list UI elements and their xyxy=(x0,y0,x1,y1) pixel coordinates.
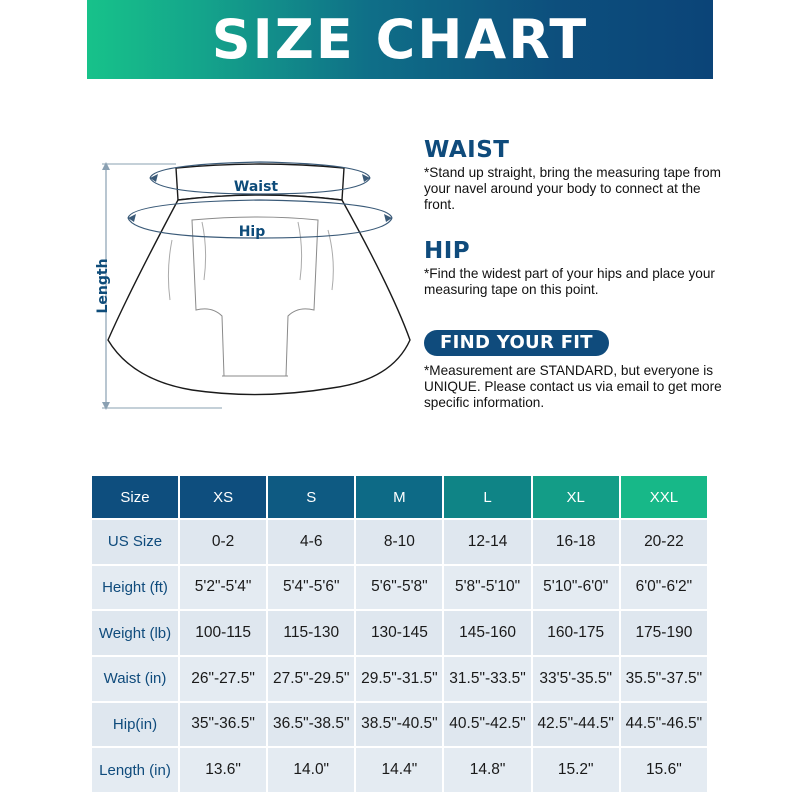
table-cell: 175-190 xyxy=(621,611,707,655)
row-label: Hip(in) xyxy=(92,703,178,747)
table-cell: 26"-27.5" xyxy=(180,657,266,701)
size-header-s: S xyxy=(268,476,354,518)
size-table xyxy=(90,474,709,794)
hip-heading: HIP xyxy=(424,238,471,264)
table-cell: 5'2"-5'4" xyxy=(180,566,266,610)
row-label: Weight (lb) xyxy=(92,611,178,655)
table-cell: 35.5"-37.5" xyxy=(621,657,707,701)
table-cell: 5'4"-5'6" xyxy=(268,566,354,610)
hip-guide xyxy=(424,238,724,298)
banner xyxy=(87,0,713,79)
size-header-xs: XS xyxy=(180,476,266,518)
row-label: US Size xyxy=(92,520,178,564)
table-cell: 13.6" xyxy=(180,748,266,792)
page-title: SIZE CHART xyxy=(211,8,589,71)
table-header-row xyxy=(92,476,707,518)
table-cell: 130-145 xyxy=(356,611,442,655)
table-cell: 42.5"-44.5" xyxy=(533,703,619,747)
row-label: Length (in) xyxy=(92,748,178,792)
waist-label: Waist xyxy=(233,179,279,195)
size-column-header: Size xyxy=(92,476,178,518)
size-header-m: M xyxy=(356,476,442,518)
fit-instructions: *Measurement are STANDARD, but everyone is UNIQUE. Please contact us via email to get more specific information. xyxy=(424,363,722,410)
table-cell: 4-6 xyxy=(268,520,354,564)
table-cell: 8-10 xyxy=(356,520,442,564)
table-cell: 16-18 xyxy=(533,520,619,564)
table-row xyxy=(92,611,707,655)
table-cell: 15.6" xyxy=(621,748,707,792)
table-row xyxy=(92,566,707,610)
table-row xyxy=(92,657,707,701)
table-cell: 100-115 xyxy=(180,611,266,655)
table-cell: 38.5"-40.5" xyxy=(356,703,442,747)
table-cell: 5'10"-6'0" xyxy=(533,566,619,610)
waist-instructions: *Stand up straight, bring the measuring tape from your navel around your body to connect at the front. xyxy=(424,165,721,212)
table-cell: 5'8"-5'10" xyxy=(444,566,530,610)
table-cell: 44.5"-46.5" xyxy=(621,703,707,747)
table-cell: 6'0"-6'2" xyxy=(621,566,707,610)
fit-guide xyxy=(424,330,724,411)
table-cell: 15.2" xyxy=(533,748,619,792)
hip-label: Hip xyxy=(238,224,266,240)
table-cell: 0-2 xyxy=(180,520,266,564)
table-cell: 35"-36.5" xyxy=(180,703,266,747)
skirt-diagram xyxy=(92,150,422,420)
table-cell: 160-175 xyxy=(533,611,619,655)
table-cell: 14.8" xyxy=(444,748,530,792)
waist-guide xyxy=(424,137,724,213)
table-cell: 14.4" xyxy=(356,748,442,792)
hip-instructions: *Find the widest part of your hips and place your measuring tape on this point. xyxy=(424,266,715,297)
table-cell: 145-160 xyxy=(444,611,530,655)
table-cell: 33'5'-35.5" xyxy=(533,657,619,701)
row-label: Height (ft) xyxy=(92,566,178,610)
row-label: Waist (in) xyxy=(92,657,178,701)
table-cell: 29.5"-31.5" xyxy=(356,657,442,701)
skirt-illustration xyxy=(92,150,422,420)
table-cell: 31.5"-33.5" xyxy=(444,657,530,701)
table-row xyxy=(92,520,707,564)
find-your-fit-badge: FIND YOUR FIT xyxy=(424,330,609,356)
table-cell: 20-22 xyxy=(621,520,707,564)
waist-heading: WAIST xyxy=(424,137,510,163)
size-header-l: L xyxy=(444,476,530,518)
table-cell: 36.5"-38.5" xyxy=(268,703,354,747)
table-row xyxy=(92,703,707,747)
table-cell: 115-130 xyxy=(268,611,354,655)
size-header-xl: XL xyxy=(533,476,619,518)
table-cell: 14.0" xyxy=(268,748,354,792)
length-label: Length xyxy=(95,258,111,314)
table-row xyxy=(92,748,707,792)
table-cell: 40.5"-42.5" xyxy=(444,703,530,747)
size-header-xxl: XXL xyxy=(621,476,707,518)
table-cell: 12-14 xyxy=(444,520,530,564)
table-cell: 5'6"-5'8" xyxy=(356,566,442,610)
table-cell: 27.5"-29.5" xyxy=(268,657,354,701)
